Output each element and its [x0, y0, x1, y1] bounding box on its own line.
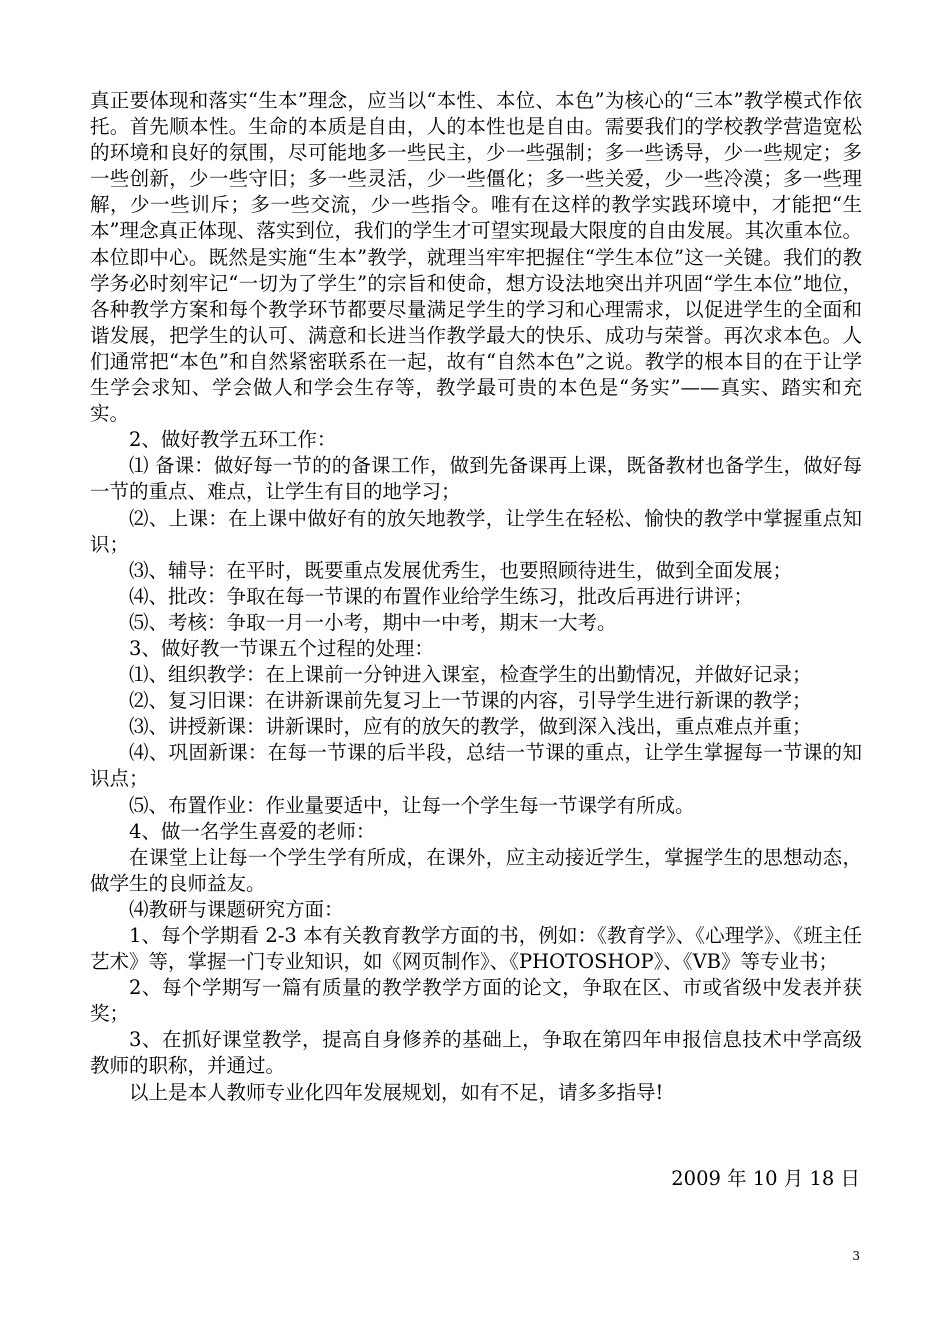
list-item: ⑴、组织教学：在上课前一分钟进入课室，检查学生的出勤情况，并做好记录；: [129, 663, 812, 687]
list-item: ⑸、布置作业：作业量要适中，让每一个学生每一节课学有所成。: [129, 793, 695, 817]
section-heading: 2、做好教学五环工作：: [129, 428, 337, 452]
list-item: ⑵、上课：在上课中做好有的放矢地教学，让学生在轻松、愉快的教学中掌握重点知识；: [90, 506, 862, 556]
list-item: ⑷、巩固新课：在每一节课的后半段，总结一节课的重点，让学生掌握每一节课的知识点；: [90, 741, 862, 791]
list-item: ⑶、辅导：在平时，既要重点发展优秀生，也要照顾待进生，做到全面发展；: [129, 558, 793, 582]
list-item: ⑸、考核：争取一月一小考，期中一中考，期末一大考。: [129, 610, 617, 634]
list-item: ⑴ 备课：做好每一节的的备课工作，做到先备课再上课，既备教材也备学生，做好每一节的重点、难点，让学生有目的地学习；: [90, 454, 862, 504]
document-date: 2009 年 10 月 18 日: [671, 1167, 860, 1190]
section-heading: ⑷教研与课题研究方面：: [129, 897, 344, 921]
list-item: ⑷、批改：争取在每一节课的布置作业给学生练习，批改后再进行讲评；: [129, 584, 754, 608]
section-heading: 4、做一名学生喜爱的老师：: [129, 819, 376, 843]
page-number: 3: [852, 1249, 860, 1263]
closing-paragraph: 以上是本人教师专业化四年发展规划，如有不足，请多多指导!: [129, 1080, 664, 1104]
body-paragraph: 在课堂上让每一个学生学有所成，在课外，应主动接近学生，掌握学生的思想动态，做学生的良师益友。: [90, 845, 862, 895]
document-body: [90, 88, 862, 1106]
list-item: ⑶、讲授新课：讲新课时，应有的放矢的教学，做到深入浅出，重点难点并重；: [129, 715, 812, 739]
list-item: ⑵、复习旧课：在讲新课前先复习上一节课的内容，引导学生进行新课的教学；: [129, 689, 812, 713]
list-item: 1、每个学期看 2-3 本有关教育教学方面的书，例如：《教育学》、《心理学》、《班主任艺术》等，掌握一门专业知识，如《网页制作》、《PHOTOSHOP》、《VB》等专业书；: [90, 924, 862, 974]
body-paragraph: 真正要体现和落实“生本”理念，应当以“本性、本位、本色”为核心的“三本”教学模式作依托。首先顺本性。生命的本质是自由，人的本性也是自由。需要我们的学校教学营造宽松的环境和良好的氛围，尽可能地多一些民主，少一些强制；多一些诱导，少一些规定；多一些创新，少一些守旧；多一些灵活，少一些僵化；多一些关爱，少一些冷漠；多一些理解，少一些训斥；多一些交流，少一些指令。唯有在这样的教学实践环境中，才能把“生本”理念真正体现、落实到位，我们的学生才可望实现最大限度的自由发展。其次重本位。本位即中心。既然是实施“生本”教学，就理当牢牢把握住“学生本位”这一关键。我们的教学务必时刻牢记“一切为了学生”的宗旨和使命，想方设法地突出并巩固“学生本位”地位，各种教学方案和每个教学环节都要尽量满足学生的学习和心理需求，以促进学生的全面和谐发展，把学生的认可、满意和长进当作教学最大的快乐、成功与荣誉。再次求本色。人们通常把“本色”和自然紧密联系在一起，故有“自然本色”之说。教学的根本目的在于让学生学会求知、学会做人和学会生存等，教学最可贵的本色是“务实”——真实、踏实和充实。: [90, 89, 862, 426]
section-heading: 3、做好教一节课五个过程的处理：: [129, 636, 434, 660]
list-item: 2、每个学期写一篇有质量的教学教学方面的论文，争取在区、市或省级中发表并获奖；: [90, 976, 862, 1026]
list-item: 3、在抓好课堂教学，提高自身修养的基础上，争取在第四年申报信息技术中学高级教师的职称，并通过。: [90, 1028, 862, 1078]
